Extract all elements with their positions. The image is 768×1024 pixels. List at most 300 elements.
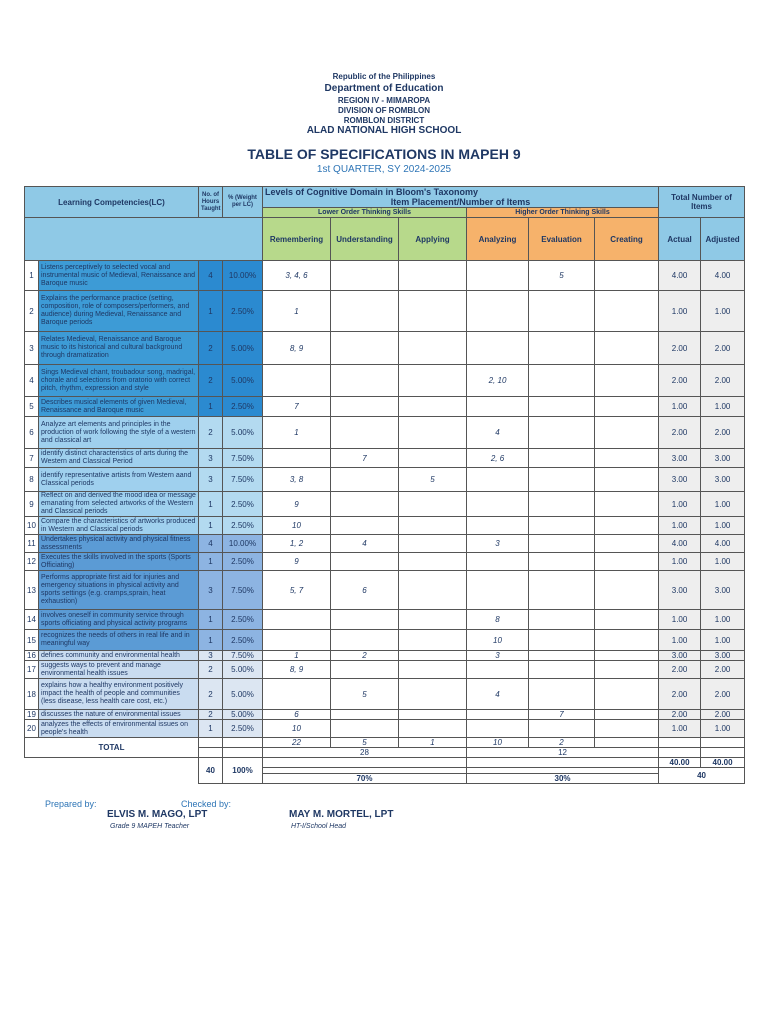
- row-number: 20: [25, 720, 39, 738]
- total-evaluation: 2: [529, 738, 595, 748]
- item-rem: [263, 449, 331, 468]
- hours-taught: 4: [199, 261, 223, 291]
- item-eva: [529, 651, 595, 661]
- table-row: [25, 468, 745, 492]
- adjusted-items: 2.00: [701, 710, 745, 720]
- item-cre: [595, 449, 659, 468]
- item-cre: [595, 720, 659, 738]
- row-number: 6: [25, 417, 39, 449]
- header-levels: Levels of Cognitive Domain in Bloom's Taxonomy: [263, 187, 659, 198]
- item-und: [331, 492, 399, 517]
- header-understanding: Understanding: [331, 218, 399, 261]
- actual-items: 3.00: [659, 651, 701, 661]
- item-und: [331, 261, 399, 291]
- item-ana: [467, 397, 529, 417]
- item-app: [399, 397, 467, 417]
- actual-items: 1.00: [659, 291, 701, 332]
- item-rem: 1: [263, 417, 331, 449]
- table-row: [25, 610, 745, 630]
- actual-items: 2.00: [659, 365, 701, 397]
- item-ana: 3: [467, 651, 529, 661]
- total-remembering: 22: [263, 738, 331, 748]
- prepared-by-label: Prepared by:: [45, 799, 97, 809]
- actual-items: 1.00: [659, 630, 701, 651]
- actual-items: 2.00: [659, 679, 701, 710]
- row-number: 19: [25, 710, 39, 720]
- weight-percent: 5.00%: [223, 365, 263, 397]
- row-number: 15: [25, 630, 39, 651]
- item-app: [399, 261, 467, 291]
- adjusted-items: 3.00: [701, 468, 745, 492]
- item-eva: [529, 291, 595, 332]
- hours-taught: 1: [199, 610, 223, 630]
- actual-items: 4.00: [659, 535, 701, 553]
- hours-taught: 2: [199, 661, 223, 679]
- competency-text: discusses the nature of environmental issues: [39, 710, 199, 720]
- weight-percent: 7.50%: [223, 468, 263, 492]
- adjusted-items: 3.00: [701, 449, 745, 468]
- higher-order-sum: 12: [467, 748, 659, 758]
- item-ana: [467, 291, 529, 332]
- item-rem: [263, 679, 331, 710]
- hours-taught: 1: [199, 630, 223, 651]
- adjusted-items: 1.00: [701, 492, 745, 517]
- item-und: [331, 332, 399, 365]
- competency-text: Compare the characteristics of artworks produced in Western and Classical periods: [39, 517, 199, 535]
- item-app: [399, 710, 467, 720]
- item-cre: [595, 365, 659, 397]
- item-cre: [595, 553, 659, 571]
- row-number: 18: [25, 679, 39, 710]
- item-rem: 3, 4, 6: [263, 261, 331, 291]
- item-rem: [263, 365, 331, 397]
- item-und: 6: [331, 571, 399, 610]
- item-eva: [529, 517, 595, 535]
- item-ana: [467, 332, 529, 365]
- header-lower-order: Lower Order Thinking Skills: [263, 208, 467, 218]
- item-cre: [595, 291, 659, 332]
- table-row: [25, 397, 745, 417]
- adjusted-items: 2.00: [701, 417, 745, 449]
- preparer-role: Grade 9 MAPEH Teacher: [110, 823, 190, 830]
- total-percent: 100%: [223, 758, 263, 784]
- item-eva: 7: [529, 710, 595, 720]
- header-spacer: [25, 218, 263, 261]
- item-cre: [595, 332, 659, 365]
- item-ana: [467, 261, 529, 291]
- row-number: 10: [25, 517, 39, 535]
- hours-taught: 1: [199, 492, 223, 517]
- table-row: [25, 535, 745, 553]
- item-ana: [467, 468, 529, 492]
- item-eva: [529, 661, 595, 679]
- item-eva: [529, 449, 595, 468]
- table-row: [25, 553, 745, 571]
- competency-text: involves oneself in community service through sports officiating and physical activity programs: [39, 610, 199, 630]
- table-row: [25, 630, 745, 651]
- lower-order-sum: 28: [263, 748, 467, 758]
- header-remembering: Remembering: [263, 218, 331, 261]
- weight-percent: 5.00%: [223, 661, 263, 679]
- item-cre: [595, 679, 659, 710]
- actual-items: 2.00: [659, 661, 701, 679]
- item-eva: [529, 720, 595, 738]
- hours-taught: 3: [199, 571, 223, 610]
- item-und: 5: [331, 679, 399, 710]
- adjusted-items: 1.00: [701, 553, 745, 571]
- item-eva: [529, 397, 595, 417]
- preparer-name: ELVIS M. MAGO, LPT: [107, 809, 208, 820]
- weight-percent: 10.00%: [223, 261, 263, 291]
- item-ana: [467, 517, 529, 535]
- item-eva: [529, 365, 595, 397]
- item-und: [331, 365, 399, 397]
- item-eva: [529, 679, 595, 710]
- item-rem: 10: [263, 517, 331, 535]
- competency-text: Reflect on and derived the mood idea or message emanating from selected artworks of the Western and Classical periods: [39, 492, 199, 517]
- hours-taught: 1: [199, 397, 223, 417]
- row-number: 3: [25, 332, 39, 365]
- item-und: [331, 397, 399, 417]
- header-lc: Learning Competencies(LC): [25, 187, 199, 218]
- adjusted-items: 1.00: [701, 610, 745, 630]
- header-adjusted: Adjusted: [701, 218, 745, 261]
- checker-role: HT-I/School Head: [291, 823, 346, 830]
- item-und: [331, 720, 399, 738]
- adjusted-items: 1.00: [701, 630, 745, 651]
- item-cre: [595, 535, 659, 553]
- item-und: [331, 291, 399, 332]
- competency-text: Performs appropriate first aid for injuries and emergency situations in physical activity and sports settings (e.g. cramps,sprain, heat exhaustion): [39, 571, 199, 610]
- total-analyzing: 10: [467, 738, 529, 748]
- item-app: [399, 449, 467, 468]
- item-und: [331, 630, 399, 651]
- header-division: DIVISION OF ROMBLON: [338, 106, 430, 115]
- hours-taught: 3: [199, 449, 223, 468]
- row-number: 13: [25, 571, 39, 610]
- competency-text: recognizes the needs of others in real life and in meaningful way: [39, 630, 199, 651]
- competency-text: explains how a healthy environment positively impact the health of people and communities (less disease, less health care cost, etc.): [39, 679, 199, 710]
- item-app: [399, 332, 467, 365]
- item-rem: [263, 610, 331, 630]
- weight-percent: 2.50%: [223, 720, 263, 738]
- item-app: [399, 651, 467, 661]
- header-department: Department of Education: [324, 83, 444, 94]
- specifications-table: [24, 186, 745, 784]
- adjusted-items: 2.00: [701, 332, 745, 365]
- adjusted-items: 3.00: [701, 571, 745, 610]
- header-evaluation: Evaluation: [529, 218, 595, 261]
- adjusted-items: 1.00: [701, 517, 745, 535]
- item-app: [399, 365, 467, 397]
- weight-percent: 5.00%: [223, 417, 263, 449]
- item-cre: [595, 397, 659, 417]
- competency-text: analyzes the effects of environmental issues on people's health: [39, 720, 199, 738]
- item-cre: [595, 517, 659, 535]
- weight-percent: 7.50%: [223, 449, 263, 468]
- checked-by-label: Checked by:: [181, 799, 232, 809]
- total-actual: 40.00: [659, 758, 701, 768]
- table-row: [25, 449, 745, 468]
- adjusted-items: 4.00: [701, 535, 745, 553]
- weight-percent: 2.50%: [223, 610, 263, 630]
- table-row: [25, 661, 745, 679]
- item-rem: 6: [263, 710, 331, 720]
- row-number: 11: [25, 535, 39, 553]
- item-rem: 5, 7: [263, 571, 331, 610]
- item-eva: [529, 468, 595, 492]
- item-rem: 10: [263, 720, 331, 738]
- total-understanding: 5: [331, 738, 399, 748]
- table-row: [25, 710, 745, 720]
- competency-text: Analyze art elements and principles in the production of work following the style of a western and classical art: [39, 417, 199, 449]
- header-hours: No. of Hours Taught: [199, 187, 223, 218]
- item-und: [331, 517, 399, 535]
- hours-taught: 1: [199, 517, 223, 535]
- item-app: [399, 535, 467, 553]
- adjusted-items: 2.00: [701, 661, 745, 679]
- competency-text: Executes the skills involved in the sports (Sports Officiating): [39, 553, 199, 571]
- actual-items: 2.00: [659, 417, 701, 449]
- actual-items: 1.00: [659, 610, 701, 630]
- item-cre: [595, 651, 659, 661]
- weight-percent: 2.50%: [223, 397, 263, 417]
- item-app: [399, 517, 467, 535]
- actual-items: 1.00: [659, 397, 701, 417]
- item-eva: [529, 332, 595, 365]
- hours-taught: 2: [199, 679, 223, 710]
- row-number: 8: [25, 468, 39, 492]
- competency-text: Listens perceptively to selected vocal and instrumental music of Medieval, Renaissance and Baroque music: [39, 261, 199, 291]
- competency-text: Relates Medieval, Renaissance and Baroque music to its historical and cultural background through dramatization: [39, 332, 199, 365]
- header-higher-order: Higher Order Thinking Skills: [467, 208, 659, 218]
- item-app: [399, 661, 467, 679]
- actual-items: 2.00: [659, 710, 701, 720]
- header-republic: Republic of the Philippines: [332, 72, 436, 81]
- adjusted-items: 1.00: [701, 291, 745, 332]
- header-district: ROMBLON DISTRICT: [343, 116, 425, 125]
- page-subtitle: 1st QUARTER, SY 2024-2025: [316, 164, 452, 175]
- item-ana: [467, 710, 529, 720]
- weight-percent: 5.00%: [223, 332, 263, 365]
- item-ana: 4: [467, 679, 529, 710]
- page-title: TABLE OF SPECIFICATIONS IN MAPEH 9: [247, 146, 521, 162]
- row-number: 9: [25, 492, 39, 517]
- item-ana: 10: [467, 630, 529, 651]
- hours-taught: 2: [199, 332, 223, 365]
- item-cre: [595, 630, 659, 651]
- item-und: [331, 710, 399, 720]
- actual-items: 1.00: [659, 720, 701, 738]
- item-ana: 8: [467, 610, 529, 630]
- actual-items: 1.00: [659, 553, 701, 571]
- item-cre: [595, 417, 659, 449]
- item-app: [399, 610, 467, 630]
- item-und: [331, 468, 399, 492]
- row-number: 17: [25, 661, 39, 679]
- table-row: [25, 651, 745, 661]
- actual-items: 4.00: [659, 261, 701, 291]
- weight-percent: 2.50%: [223, 517, 263, 535]
- weight-percent: 5.00%: [223, 679, 263, 710]
- item-app: [399, 679, 467, 710]
- item-cre: [595, 661, 659, 679]
- item-cre: [595, 571, 659, 610]
- item-cre: [595, 710, 659, 720]
- actual-items: 1.00: [659, 492, 701, 517]
- item-cre: [595, 261, 659, 291]
- item-cre: [595, 492, 659, 517]
- actual-items: 3.00: [659, 449, 701, 468]
- total-hours: 40: [199, 758, 223, 784]
- item-rem: 1, 2: [263, 535, 331, 553]
- table-row: [25, 291, 745, 332]
- row-number: 4: [25, 365, 39, 397]
- row-number: 1: [25, 261, 39, 291]
- hours-taught: 4: [199, 535, 223, 553]
- header-placement: Item Placement/Number of Items: [263, 197, 659, 208]
- item-app: [399, 492, 467, 517]
- header-creating: Creating: [595, 218, 659, 261]
- total-applying: 1: [399, 738, 467, 748]
- row-number: 5: [25, 397, 39, 417]
- actual-items: 3.00: [659, 571, 701, 610]
- competency-text: Undertakes physical activity and physical fitness assessments: [39, 535, 199, 553]
- item-ana: [467, 661, 529, 679]
- table-row: [25, 261, 745, 291]
- item-eva: [529, 571, 595, 610]
- item-ana: [467, 492, 529, 517]
- adjusted-items: 2.00: [701, 679, 745, 710]
- item-eva: [529, 535, 595, 553]
- weight-percent: 2.50%: [223, 553, 263, 571]
- grand-total: 40: [659, 768, 745, 784]
- item-und: [331, 417, 399, 449]
- table-row: [25, 365, 745, 397]
- item-ana: 4: [467, 417, 529, 449]
- header-total-items: Total Number of Items: [659, 187, 745, 218]
- item-rem: 7: [263, 397, 331, 417]
- row-number: 7: [25, 449, 39, 468]
- hours-taught: 3: [199, 468, 223, 492]
- item-app: [399, 553, 467, 571]
- item-cre: [595, 610, 659, 630]
- competency-text: Sings Medieval chant, troubadour song, madrigal, chorale and selections from oratorio with correct pitch, rhythm, expression and style: [39, 365, 199, 397]
- item-app: [399, 417, 467, 449]
- hours-taught: 3: [199, 651, 223, 661]
- competency-text: identify distinct characteristics of arts during the Western and Classical Period: [39, 449, 199, 468]
- table-row: [25, 720, 745, 738]
- competency-text: Describes musical elements of given Medieval, Renaissance and Baroque music: [39, 397, 199, 417]
- actual-items: 3.00: [659, 468, 701, 492]
- header-weight: % (Weight per LC): [223, 187, 263, 218]
- total-adjusted: 40.00: [701, 758, 745, 768]
- item-rem: [263, 630, 331, 651]
- competency-text: Explains the performance practice (setting, composition, role of composers/performers, and audience) during Medieval, Renaissance and Baroque periods: [39, 291, 199, 332]
- item-eva: [529, 630, 595, 651]
- table-row: [25, 332, 745, 365]
- table-row: [25, 417, 745, 449]
- checker-name: MAY M. MORTEL, LPT: [289, 809, 394, 820]
- actual-items: 1.00: [659, 517, 701, 535]
- row-number: 16: [25, 651, 39, 661]
- item-rem: 3, 8: [263, 468, 331, 492]
- item-cre: [595, 468, 659, 492]
- item-ana: [467, 571, 529, 610]
- adjusted-items: 1.00: [701, 397, 745, 417]
- table-row: [25, 492, 745, 517]
- item-ana: [467, 720, 529, 738]
- item-und: [331, 610, 399, 630]
- actual-items: 2.00: [659, 332, 701, 365]
- item-rem: 9: [263, 553, 331, 571]
- item-ana: 2, 6: [467, 449, 529, 468]
- total-spacer: [25, 758, 199, 784]
- header-region: REGION IV - MIMAROPA: [337, 96, 431, 105]
- item-ana: [467, 553, 529, 571]
- header-applying: Applying: [399, 218, 467, 261]
- item-und: 7: [331, 449, 399, 468]
- item-app: [399, 291, 467, 332]
- competency-text: defines community and environmental health: [39, 651, 199, 661]
- weight-percent: 2.50%: [223, 492, 263, 517]
- item-eva: [529, 553, 595, 571]
- weight-percent: 10.00%: [223, 535, 263, 553]
- competency-text: suggests ways to prevent and manage environmental health issues: [39, 661, 199, 679]
- header-actual: Actual: [659, 218, 701, 261]
- item-app: [399, 630, 467, 651]
- item-app: [399, 720, 467, 738]
- lower-order-percent: 70%: [263, 774, 467, 784]
- item-eva: [529, 610, 595, 630]
- item-rem: 8, 9: [263, 332, 331, 365]
- weight-percent: 2.50%: [223, 630, 263, 651]
- adjusted-items: 4.00: [701, 261, 745, 291]
- higher-order-percent: 30%: [467, 774, 659, 784]
- header-school: ALAD NATIONAL HIGH SCHOOL: [306, 125, 462, 136]
- table-row: [25, 679, 745, 710]
- item-und: 2: [331, 651, 399, 661]
- row-number: 12: [25, 553, 39, 571]
- adjusted-items: 1.00: [701, 720, 745, 738]
- hours-taught: 2: [199, 710, 223, 720]
- item-und: [331, 661, 399, 679]
- item-und: 4: [331, 535, 399, 553]
- item-eva: [529, 417, 595, 449]
- weight-percent: 2.50%: [223, 291, 263, 332]
- hours-taught: 2: [199, 365, 223, 397]
- competency-text: identify representative artists from Western aand Classical periods: [39, 468, 199, 492]
- item-app: [399, 571, 467, 610]
- weight-percent: 5.00%: [223, 710, 263, 720]
- total-label: TOTAL: [25, 738, 199, 758]
- adjusted-items: 3.00: [701, 651, 745, 661]
- item-rem: 9: [263, 492, 331, 517]
- table-row: [25, 517, 745, 535]
- weight-percent: 7.50%: [223, 651, 263, 661]
- header-analyzing: Analyzing: [467, 218, 529, 261]
- hours-taught: 1: [199, 720, 223, 738]
- hours-taught: 1: [199, 553, 223, 571]
- item-ana: 2, 10: [467, 365, 529, 397]
- item-und: [331, 553, 399, 571]
- row-number: 2: [25, 291, 39, 332]
- hours-taught: 1: [199, 291, 223, 332]
- item-ana: 3: [467, 535, 529, 553]
- weight-percent: 7.50%: [223, 571, 263, 610]
- table-row: [25, 571, 745, 610]
- row-number: 14: [25, 610, 39, 630]
